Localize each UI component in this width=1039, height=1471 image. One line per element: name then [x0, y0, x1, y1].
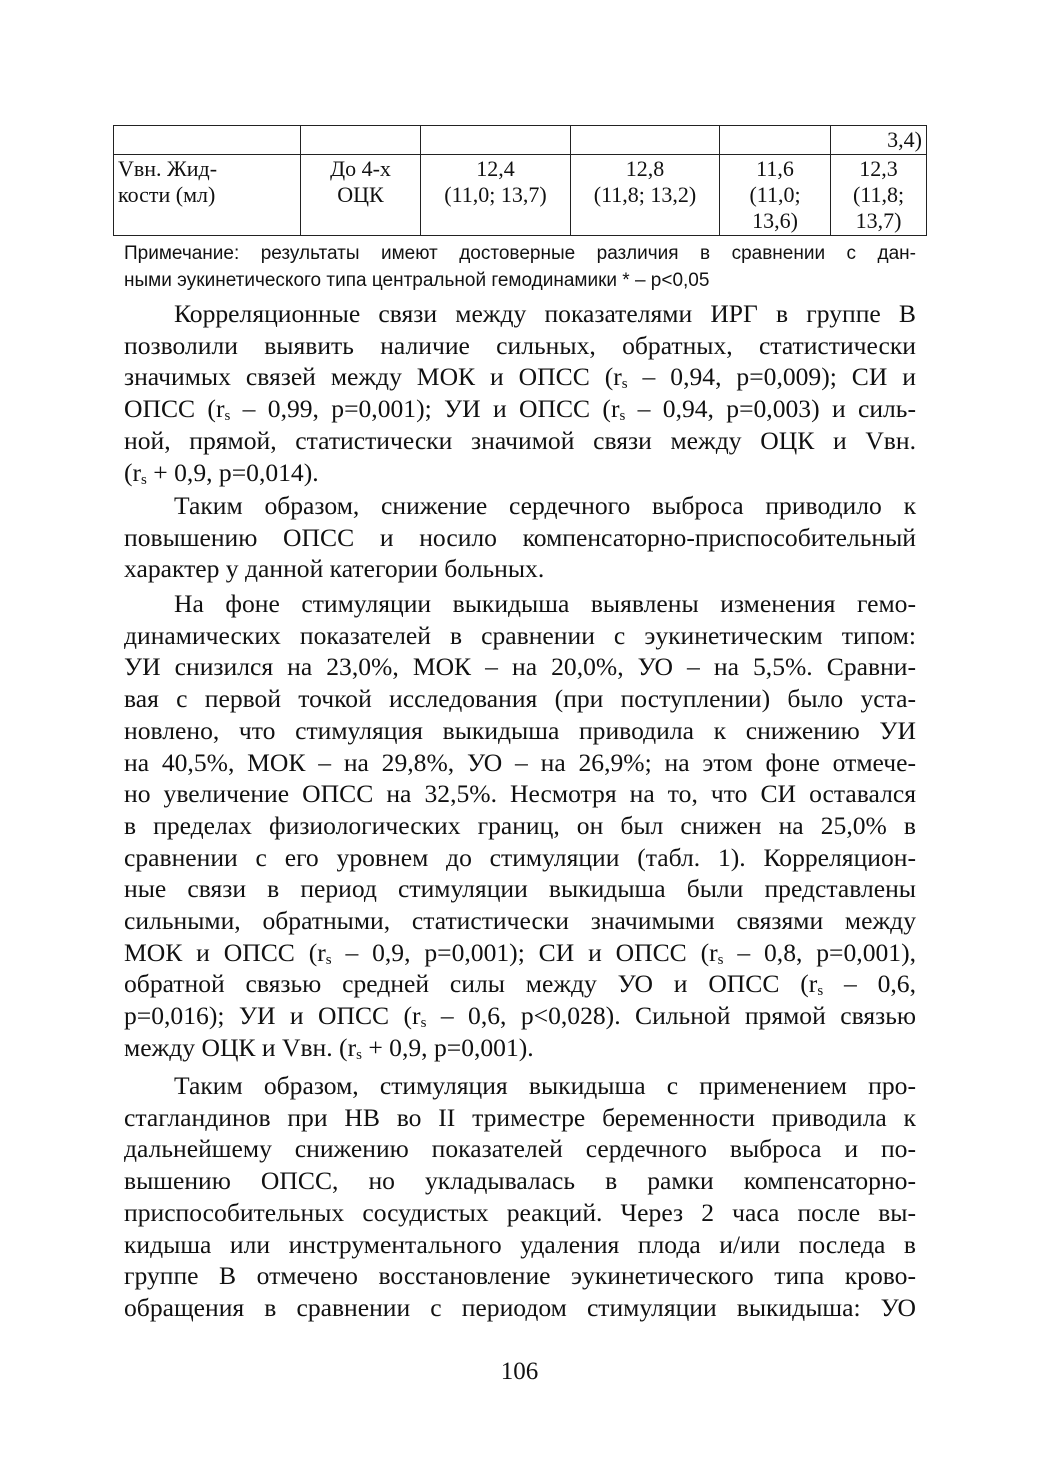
cell-line: 12,4: [476, 156, 515, 181]
text-fragment: – 0,9, р=0,001); СИ и ОПСС (r: [331, 937, 718, 967]
paragraph: [124, 1070, 916, 1324]
cell-line: 12,8: [625, 156, 665, 181]
table-cell: [114, 155, 301, 236]
cell-line: (11,0;: [749, 182, 801, 207]
cell-line: (11,0; 13,7): [444, 182, 547, 207]
text-fragment: р=0,016); УИ и ОПСС (r: [124, 1001, 421, 1031]
cell-line: (11,8; 13,2): [593, 182, 697, 207]
text-fragment: – 0,8, р=0,001),: [723, 937, 917, 967]
text-line: повышению ОПСС и носило компенсаторно-приспособительный: [124, 522, 916, 552]
text-line: динамических показателей в сравнении с эукинетическим типом:: [124, 620, 916, 650]
subscript: s: [420, 1015, 427, 1032]
text-line: [124, 1000, 916, 1032]
text-line: [124, 361, 916, 393]
text-line: характер у данной категории больных.: [124, 554, 545, 584]
text-fragment: между ОЦК и Vвн. (r: [124, 1032, 357, 1062]
text-line: приспособительных сосудистых реакций. Через 2 часа после вы-: [124, 1197, 916, 1227]
cell-line: 13,7): [855, 208, 902, 233]
table-row: [114, 155, 927, 236]
text-fragment: – 0,94, р=0,009); СИ и: [627, 362, 916, 392]
text-fragment: – 0,6, р<0,028). Сильной прямой связью: [426, 1001, 916, 1031]
cell-line: Vвн. Жид-: [118, 156, 218, 181]
table-note: [124, 240, 916, 294]
subscript: s: [717, 951, 724, 968]
text-fragment: + 0,9, р=0,014).: [146, 457, 319, 487]
text-fragment: значимых связей между МОК и ОПСС (r: [124, 362, 622, 392]
text-line: [124, 393, 916, 425]
text-line: дальнейшему снижению показателей сердечного выброса и по-: [124, 1134, 916, 1164]
subscript: s: [619, 408, 626, 425]
note-line: ными эукинетического типа центральной гемодинамики * – p<0,05: [124, 270, 710, 291]
cell-line: 11,6: [756, 156, 794, 181]
paragraph: [124, 298, 916, 488]
cell-line: (11,8;: [852, 182, 905, 207]
text-line: сильными, обратными, статистически значимыми связями между: [124, 906, 916, 936]
table-cell: [571, 155, 720, 236]
text-line: группе В отмечено восстановление эукинетического типа крово-: [124, 1261, 916, 1291]
cell-line: До 4-х: [330, 156, 391, 181]
text-line: сравнении с его уровнем до стимуляции (табл. 1). Корреляцион-: [124, 842, 916, 872]
text-line: в пределах физиологических границ, он был снижен на 25,0% в: [124, 810, 916, 840]
data-table: [113, 125, 927, 236]
cell-line: кости (мл): [118, 182, 216, 207]
text-line: ной, прямой, статистически значимой связи между ОЦК и Vвн.: [124, 425, 916, 455]
table-cell: 3,4): [831, 126, 927, 155]
text-line: [124, 937, 916, 969]
text-line: Корреляционные связи между показателями ИРГ в группе В: [174, 299, 916, 328]
cell-line: 13,6): [752, 208, 798, 233]
text-fragment: ОПСС (r: [124, 394, 225, 424]
text-fragment: – 0,6,: [823, 969, 916, 999]
paragraph: [124, 490, 916, 585]
cell-line: 12,3: [859, 156, 898, 181]
text-line: вышению ОПСС, но укладывалась в рамки компенсаторно-: [124, 1166, 916, 1196]
table-cell: [831, 155, 927, 236]
table-cell: [421, 126, 571, 155]
table-cell: [301, 126, 421, 155]
subscript: s: [621, 376, 628, 393]
text-line: Таким образом, стимуляция выкидыша с применением про-: [174, 1071, 916, 1100]
text-fragment: (r: [124, 457, 142, 487]
subscript: s: [141, 471, 147, 488]
page-number: 106: [500, 1358, 539, 1385]
text-line: кидыша или инструментального удаления плода и/или последа в: [124, 1229, 916, 1259]
text-line: ные связи в период стимуляции выкидыша были представлены: [124, 874, 916, 904]
text-line: стагландинов при НВ во II триместре беременности приводила к: [124, 1102, 916, 1132]
text-line: новлено, что стимуляция выкидыша приводила к снижению УИ: [124, 715, 916, 745]
text-line: Таким образом, снижение сердечного выброса приводило к: [174, 491, 916, 520]
text-line: обращения в сравнении с периодом стимуляции выкидыша: УО: [124, 1292, 916, 1322]
cell-line: ОЦК: [337, 182, 384, 207]
paragraph: [124, 588, 916, 1064]
text-line: на 40,5%, МОК – на 29,8%, УО – на 26,9%; на этом фоне отмече-: [124, 747, 916, 777]
text-line: но увеличение ОПСС на 32,5%. Несмотря на то, что СИ оставался: [124, 779, 916, 809]
table-cell: [114, 126, 301, 155]
note-line: Примечание: результаты имеют достоверные различия в сравнении с дан-: [124, 243, 916, 264]
subscript: s: [356, 1046, 362, 1063]
text-fragment: МОК и ОПСС (r: [124, 937, 326, 967]
table-cell: [720, 155, 831, 236]
subscript: s: [224, 408, 231, 425]
text-line: позволили выявить наличие сильных, обратных, статистически: [124, 330, 916, 360]
table-cell: [421, 155, 571, 236]
text-line: [124, 968, 916, 1000]
table-cell: [720, 126, 831, 155]
text-line: [124, 1032, 916, 1064]
text-line: вая с первой точкой исследования (при поступлении) было уста-: [124, 684, 916, 714]
table-row: [114, 126, 927, 155]
subscript: s: [325, 951, 332, 968]
text-fragment: – 0,94, р=0,003) и силь-: [625, 394, 916, 424]
text-fragment: – 0,99, р=0,001); УИ и ОПСС (r: [230, 394, 620, 424]
text-line: На фоне стимуляции выкидыша выявлены изменения гемо-: [174, 589, 916, 618]
text-fragment: + 0,9, р=0,001).: [361, 1032, 534, 1062]
table-cell: [301, 155, 421, 236]
table-cell: [571, 126, 720, 155]
text-line: УИ снизился на 23,0%, МОК – на 20,0%, УО – на 5,5%. Сравни-: [124, 652, 916, 682]
text-line: [124, 457, 916, 489]
subscript: s: [817, 983, 824, 1000]
text-fragment: обратной связью средней силы между УО и ОПСС (r: [124, 969, 818, 999]
